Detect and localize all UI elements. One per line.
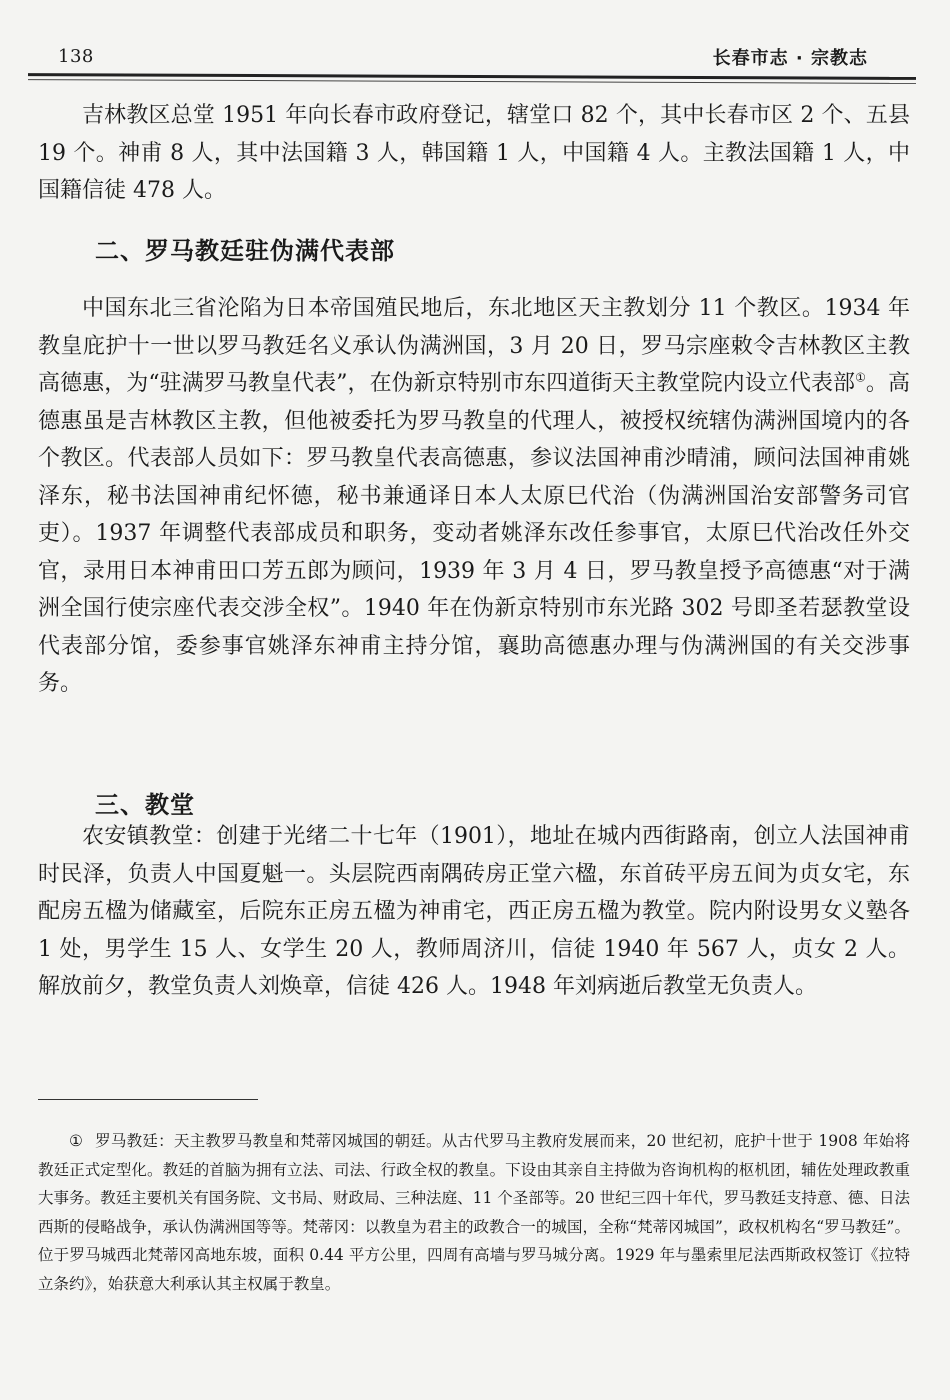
section-heading-churches: 三、教堂	[95, 791, 195, 819]
running-head: 长春市志 · 宗教志	[712, 48, 868, 69]
section-heading-vatican-delegation: 二、罗马教廷驻伪满代表部	[95, 237, 395, 265]
footnote-text: 罗马教廷：天主教罗马教皇和梵蒂冈城国的朝廷。从古代罗马主教府发展而来，20 世纪初，庇护十世于 1908 年始将教廷正式定型化。教廷的首脑为拥有立法、司法、行政全权的教皇。下设由其亲自主持做为咨询机构的枢机团，辅佐处理政教重大事务。教廷主要机关有国务院、文书局、财政局、三种法庭、11 个圣部等。20 世纪三四十年代，罗马教廷支持意、德、日法西斯的侵略战争，承认伪满洲国等等。梵蒂冈：以教皇为君主的政教合一的城国，全称“梵蒂冈城国”，政权机构名“罗马教廷”。位于罗马城西北梵蒂冈高地东坡，面积 0.44 平方公里，四周有高墙与罗马城分离。1929 年与墨索里尼法西斯政权签订《拉特立条约》，始获意大利承认其主权属于教皇。	[38, 1132, 910, 1293]
footnote-marker: ①	[69, 1132, 84, 1150]
paragraph-registration: 吉林教区总堂 1951 年向长春市政府登记，辖堂口 82 个，其中长春市区 2 个、五县 19 个。神甫 8 人，其中法国籍 3 人，韩国籍 1 人，中国籍 4 人。主教法国籍 1 人，中国籍信徒 478 人。	[38, 103, 910, 203]
paragraph-delegation	[38, 290, 910, 703]
paragraph-text: 中国东北三省沦陷为日本帝国殖民地后，东北地区天主教划分 11 个教区。1934 年教皇庇护十一世以罗马教廷名义承认伪满洲国，3 月 20 日，罗马宗座敕令吉林教区主教高德惠，为“驻满罗马教皇代表”，在伪新京特别市东四道街天主教堂院内设立代表部	[38, 296, 910, 396]
footnote	[38, 1127, 910, 1298]
paragraph-nongan-church: 农安镇教堂：创建于光绪二十七年（1901），地址在城内西街路南，创立人法国神甫时民泽，负责人中国夏魁一。头层院西南隅砖房正堂六楹，东首砖平房五间为贞女宅，东配房五楹为储藏室，后院东正房五楹为神甫宅，西正房五楹为教堂。院内附设男女义塾各 1 处，男学生 15 人、女学生 20 人，教师周济川，信徒 1940 年 567 人，贞女 2 人。解放前夕，教堂负责人刘焕章，信徒 426 人。1948 年刘病逝后教堂无负责人。	[38, 824, 910, 999]
paragraph-text: 。高德惠虽是吉林教区主教，但他被委托为罗马教皇的代理人，被授权统辖伪满洲国境内的各个教区。代表部人员如下：罗马教皇代表高德惠，参议法国神甫沙晴浦，顾问法国神甫姚泽东，秘书法国神甫纪怀德，秘书兼通译日本人太原巳代治（伪满洲国治安部警务司官吏）。1937 年调整代表部成员和职务，变动者姚泽东改任参事官，太原巳代治改任外交官，录用日本神甫田口芳五郎为顾问，1939 年 3 月 4 日，罗马教皇授予高德惠“对于满洲全国行使宗座代表交涉全权”。1940 年在伪新京特别市东光路 302 号即圣若瑟教堂设代表部分馆，委参事官姚泽东神甫主持分馆，襄助高德惠办理与伪满洲国的有关交涉事务。	[38, 371, 910, 696]
footnote-reference[interactable]: ①	[855, 370, 866, 385]
page-number: 138	[58, 46, 94, 67]
header-rule-thin	[28, 79, 916, 84]
footnote-separator	[38, 1099, 258, 1100]
